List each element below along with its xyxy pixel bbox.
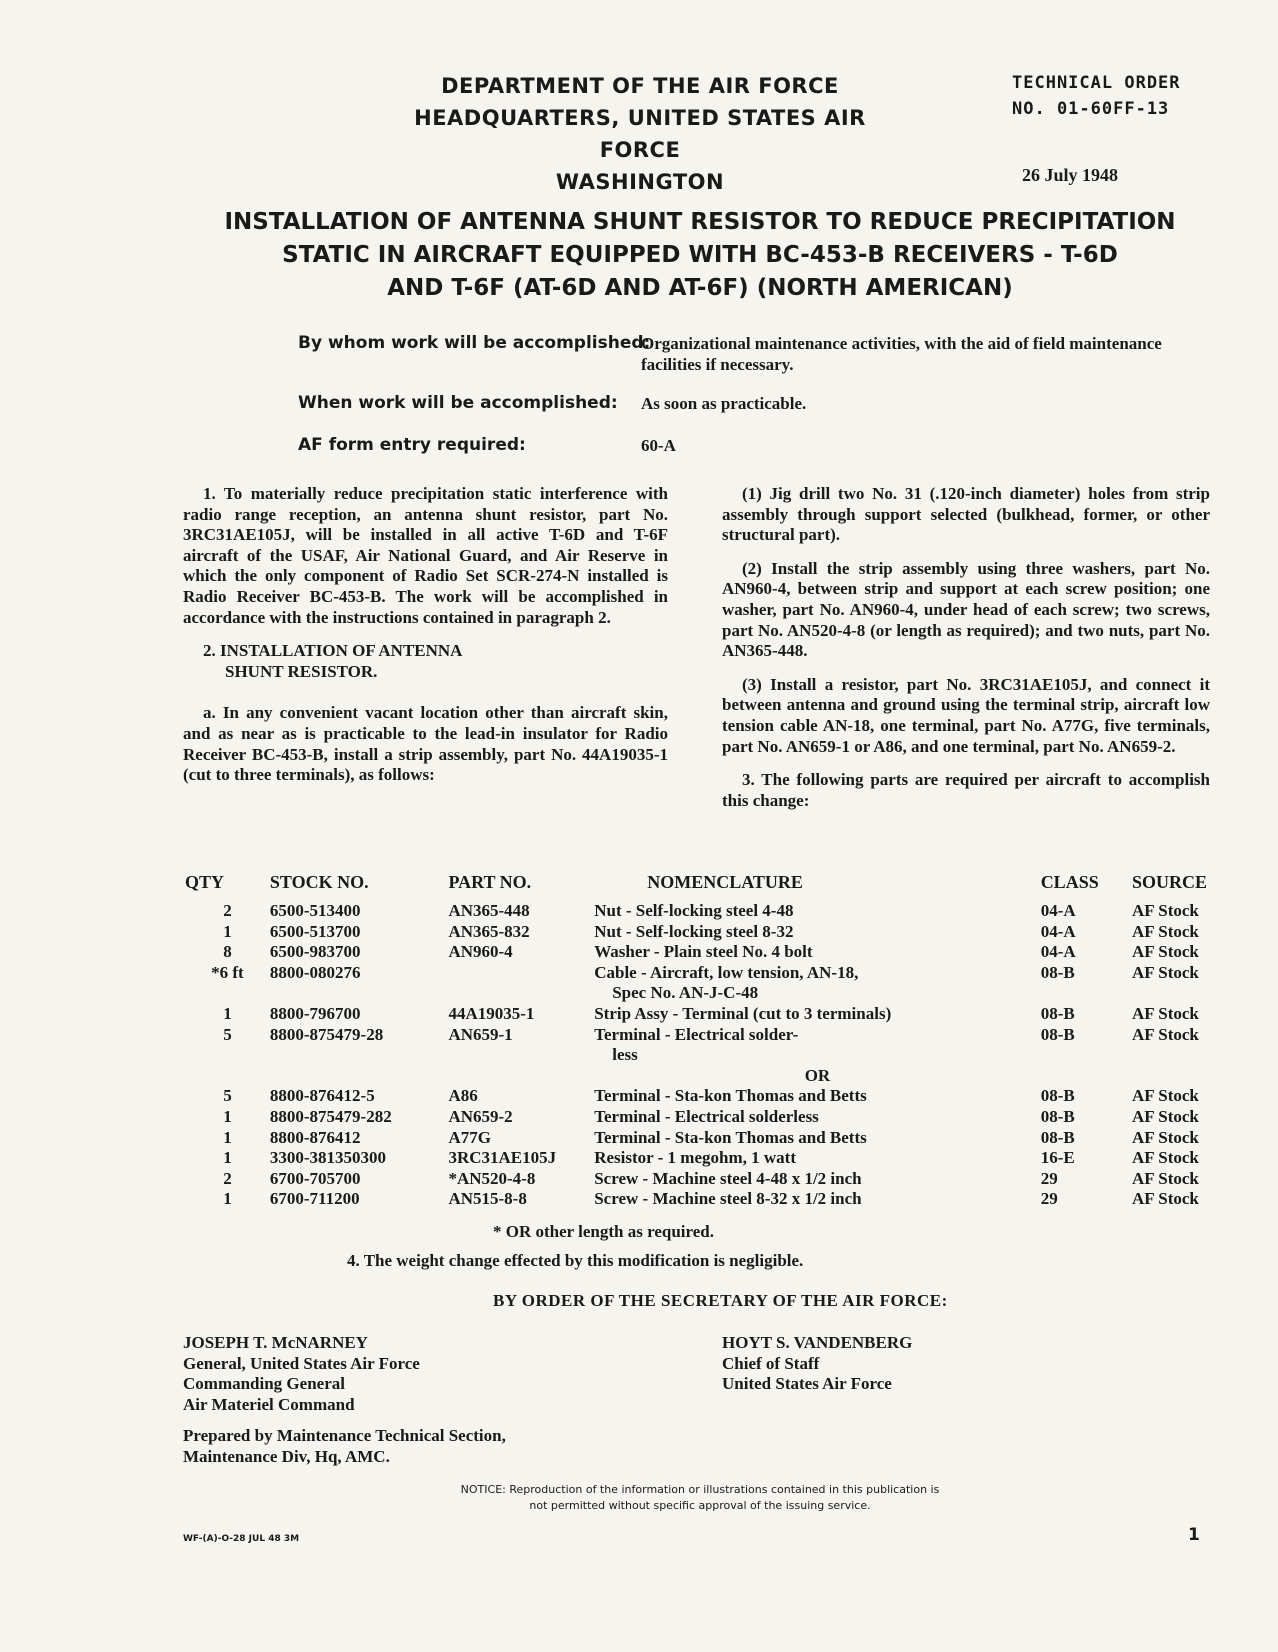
step-1: (1) Jig drill two No. 31 (.120-inch diameter) holes from strip assembly through support selected (bulkhead, former, or other structural part). — [722, 484, 1210, 545]
cell-source: AF Stock — [1131, 1189, 1199, 1209]
cell-source: AF Stock — [1131, 1024, 1199, 1044]
cell-nomenclature: less — [612, 1045, 638, 1065]
order-line: BY ORDER OF THE SECRETARY OF THE AIR FORCE: — [493, 1291, 948, 1310]
header-class: CLASS — [1040, 872, 1099, 892]
header-department: DEPARTMENT OF THE AIR FORCE — [441, 74, 839, 98]
page-number: 1 — [1188, 1525, 1200, 1545]
table-row — [185, 1128, 1225, 1149]
cell-stock-no — [270, 983, 449, 1004]
cell-source — [1132, 983, 1225, 1004]
cell-class: 08-B — [1040, 1127, 1075, 1147]
table-row — [185, 942, 1225, 963]
technical-order-label: TECHNICAL ORDER — [1012, 73, 1181, 93]
cell-part-no: A77G — [448, 1127, 491, 1147]
cell-source: AF Stock — [1131, 1127, 1199, 1147]
cell-class — [1041, 983, 1132, 1004]
cell-stock-no: 8800-875479-28 — [269, 1024, 384, 1044]
signature-right-name: HOYT S. VANDENBERG — [722, 1333, 913, 1352]
cell-source: AF Stock — [1131, 1106, 1199, 1126]
cell-part-no: AN365-448 — [448, 901, 530, 920]
table-row — [185, 922, 1225, 943]
cell-qty: 1 — [223, 1106, 232, 1126]
header-source: SOURCE — [1131, 872, 1207, 892]
cell-source: AF Stock — [1131, 1086, 1199, 1106]
cell-class: 16-E — [1040, 1148, 1075, 1168]
header-part-no: PART NO. — [448, 872, 532, 892]
cell-nomenclature: Screw - Machine steel 4-48 x 1/2 inch — [594, 1168, 862, 1188]
meta-when-value: As soon as practicable. — [641, 394, 807, 413]
cell-nomenclature: Strip Assy - Terminal (cut to 3 terminals) — [594, 1003, 892, 1023]
table-row — [185, 1189, 1225, 1210]
cell-class: 04-A — [1040, 942, 1076, 962]
cell-nomenclature: Terminal - Sta-kon Thomas and Betts — [594, 1086, 867, 1106]
cell-part-no: AN659-1 — [448, 1024, 513, 1044]
meta-who-value: Organizational maintenance activities, with the aid of field maintenance facilities if necessary. — [641, 334, 1162, 374]
cell-qty — [185, 983, 270, 1004]
cell-nomenclature: Nut - Self-locking steel 4-48 — [594, 901, 794, 920]
cell-stock-no: 6500-513700 — [269, 921, 361, 941]
cell-nomenclature: Nut - Self-locking steel 8-32 — [594, 921, 794, 941]
table-row — [185, 1045, 1225, 1066]
prepared-by-line-1: Prepared by Maintenance Technical Section, — [183, 1426, 506, 1445]
table-row — [185, 1025, 1225, 1046]
paragraph-4: 4. The weight change effected by this modification is negligible. — [347, 1251, 804, 1270]
cell-nomenclature: Spec No. AN-J-C-48 — [612, 983, 759, 1003]
cell-stock-no: 8800-080276 — [269, 962, 361, 982]
cell-part-no: *AN520-4-8 — [448, 1168, 536, 1188]
cell-class: 04-A — [1040, 921, 1076, 941]
paragraph-1: 1. To materially reduce precipitation static interference with radio range reception, an antenna shunt resistor, part No. 3RC31AE105J, will be installed in all active T-6D and T-6F aircraft of the USAF, Air National Guard, and Air Reserve in which the only component of Radio Set SCR-274-N installed is Radio Receiver BC-453-B. The work will be accomplished in accordance with the instructions contained in paragraph 2. — [183, 484, 668, 627]
reproduction-notice: NOTICE: Reproduction of the information or illustrations contained in this publication is not permitted without specific approval of the issuing service. — [460, 1483, 940, 1512]
cell-nomenclature: Cable - Aircraft, low tension, AN-18, — [594, 962, 859, 982]
meta-form-label: AF form entry required: — [298, 435, 526, 455]
cell-stock-no: 3300-381350300 — [269, 1148, 387, 1168]
cell-qty: 8 — [223, 942, 232, 962]
cell-part-no: AN960-4 — [448, 942, 513, 962]
paragraph-3: 3. The following parts are required per aircraft to accomplish this change: — [722, 770, 1210, 810]
cell-nomenclature: Terminal - Electrical solderless — [594, 1106, 819, 1126]
cell-class: 08-B — [1040, 962, 1075, 982]
table-row — [185, 963, 1225, 984]
cell-qty: 1 — [223, 921, 232, 941]
signature-left-line-4: Air Materiel Command — [183, 1394, 355, 1414]
signature-left — [183, 1333, 420, 1415]
parts-table — [185, 872, 1225, 1210]
table-row — [185, 1004, 1225, 1025]
prepared-by-line-2: Maintenance Div, Hq, AMC. — [183, 1446, 390, 1466]
cell-nomenclature: Terminal - Electrical solder- — [594, 1024, 799, 1044]
cell-part-no: AN515-8-8 — [448, 1189, 527, 1209]
header-qty: QTY — [185, 872, 225, 892]
signature-left-line-3: Commanding General — [183, 1374, 345, 1394]
title-line-1: INSTALLATION OF ANTENNA SHUNT RESISTOR TO REDUCE PRECIPITATION — [224, 209, 1176, 235]
cell-nomenclature: Screw - Machine steel 8-32 x 1/2 inch — [594, 1189, 862, 1209]
cell-stock-no: 6700-705700 — [269, 1168, 361, 1188]
or-spacer — [185, 1066, 594, 1087]
cell-part-no: 44A19035-1 — [448, 1003, 535, 1023]
cell-class: 04-A — [1040, 901, 1076, 920]
meta-who-label: By whom work will be accomplished: — [298, 333, 651, 353]
signature-left-line-2: General, United States Air Force — [183, 1353, 420, 1373]
cell-qty: 1 — [223, 1148, 232, 1168]
cell-qty: 2 — [223, 901, 232, 920]
cell-stock-no: 6500-983700 — [269, 942, 361, 962]
cell-part-no: 3RC31AE105J — [448, 1148, 557, 1168]
document-title — [200, 206, 1200, 305]
or-spacer-right — [1041, 1066, 1225, 1087]
paragraph-2-heading — [203, 641, 668, 682]
form-number: WF-(A)-O-28 JUL 48 3M — [183, 1534, 300, 1544]
title-line-3: AND T-6F (AT-6D AND AT-6F) (NORTH AMERICAN) — [387, 275, 1013, 301]
cell-nomenclature: Terminal - Sta-kon Thomas and Betts — [594, 1127, 867, 1147]
cell-stock-no: 6700-711200 — [269, 1189, 360, 1209]
signature-right-line-2: Chief of Staff — [722, 1353, 820, 1373]
header-nomenclature: NOMENCLATURE — [647, 872, 803, 892]
cell-part-no — [448, 963, 594, 984]
cell-qty: 1 — [223, 1127, 232, 1147]
cell-source: AF Stock — [1131, 901, 1199, 920]
right-column — [722, 484, 1210, 824]
cell-stock-no: 8800-875479-282 — [269, 1106, 392, 1126]
step-2: (2) Install the strip assembly using three washers, part No. AN960-4, between strip and support at each screw position; one washer, part No. AN960-4, under head of each screw; two screws, part No. AN520-4-8 (or length as required); and two nuts, part No. AN365-448. — [722, 558, 1210, 661]
table-row — [185, 983, 1225, 1004]
parts-table-header — [185, 872, 1225, 901]
cell-qty: 1 — [223, 1003, 232, 1023]
cell-source: AF Stock — [1131, 921, 1199, 941]
or-label: OR — [804, 1065, 831, 1085]
cell-source: AF Stock — [1131, 962, 1199, 982]
paragraph-2-heading-line-1: 2. INSTALLATION OF ANTENNA — [203, 641, 463, 661]
paragraph-2a: a. In any convenient vacant location other than aircraft skin, and as near as is practicable to the lead-in insulator for Radio Receiver BC-453-B, install a strip assembly, part No. 44A19035-1 (cut to three terminals), as follows: — [183, 703, 668, 785]
cell-qty: 5 — [223, 1024, 232, 1044]
technical-order-block — [1012, 70, 1252, 122]
left-column — [183, 484, 668, 799]
cell-part-no: AN659-2 — [448, 1106, 513, 1126]
cell-part-no: AN365-832 — [448, 921, 530, 941]
cell-qty: 1 — [223, 1189, 232, 1209]
cell-nomenclature: Washer - Plain steel No. 4 bolt — [594, 942, 813, 962]
table-row — [185, 901, 1225, 922]
cell-qty: 2 — [223, 1168, 232, 1188]
cell-source: AF Stock — [1131, 1168, 1199, 1188]
cell-nomenclature: Resistor - 1 megohm, 1 watt — [594, 1148, 796, 1168]
cell-stock-no: 6500-513400 — [269, 901, 361, 920]
cell-class — [1041, 1045, 1132, 1066]
header-stock-no: STOCK NO. — [269, 872, 369, 892]
table-row — [185, 1169, 1225, 1190]
signature-left-name: JOSEPH T. McNARNEY — [183, 1333, 368, 1352]
prepared-by — [183, 1426, 506, 1467]
parts-table-body — [185, 901, 1225, 1210]
cell-source — [1132, 1045, 1225, 1066]
cell-stock-no: 8800-796700 — [269, 1003, 361, 1023]
title-line-2: STATIC IN AIRCRAFT EQUIPPED WITH BC-453-B RECEIVERS - T-6D — [282, 242, 1118, 268]
footnote: * OR other length as required. — [493, 1222, 715, 1241]
cell-stock-no: 8800-876412 — [269, 1127, 361, 1147]
cell-class: 08-B — [1040, 1003, 1075, 1023]
issue-date: 26 July 1948 — [1022, 165, 1119, 185]
cell-source: AF Stock — [1131, 1148, 1199, 1168]
signature-right-line-3: United States Air Force — [722, 1374, 892, 1394]
table-or-row — [185, 1066, 1225, 1087]
cell-stock-no: 8800-876412-5 — [269, 1086, 375, 1106]
cell-part-no — [448, 1045, 594, 1066]
cell-qty: *6 ft — [211, 962, 244, 982]
cell-class: 08-B — [1040, 1086, 1075, 1106]
step-3: (3) Install a resistor, part No. 3RC31AE105J, and connect it between antenna and ground using the terminal strip, aircraft low tension cable AN-18, one terminal, part No. A77G, five terminals, part No. AN659-1 or A86, and one terminal, part No. AN659-2. — [722, 674, 1210, 756]
issuing-authority-header — [380, 70, 900, 198]
cell-qty: 5 — [223, 1086, 232, 1106]
cell-source: AF Stock — [1131, 942, 1199, 962]
meta-form-value: 60-A — [641, 436, 676, 455]
meta-when-label: When work will be accomplished: — [298, 393, 618, 413]
table-row — [185, 1086, 1225, 1107]
header-headquarters: HEADQUARTERS, UNITED STATES AIR FORCE — [414, 106, 866, 162]
signature-right — [722, 1333, 912, 1395]
cell-qty — [185, 1045, 270, 1066]
technical-order-number: NO. 01-60FF-13 — [1012, 99, 1170, 119]
cell-part-no: A86 — [448, 1086, 478, 1106]
cell-stock-no — [270, 1045, 449, 1066]
cell-source: AF Stock — [1131, 1003, 1199, 1023]
table-row — [185, 1107, 1225, 1128]
cell-class: 08-B — [1040, 1024, 1075, 1044]
paragraph-2-heading-line-2: SHUNT RESISTOR. — [225, 661, 378, 681]
cell-class: 08-B — [1040, 1106, 1075, 1126]
header-location: WASHINGTON — [555, 170, 725, 194]
cell-class: 29 — [1040, 1168, 1058, 1188]
table-row — [185, 1148, 1225, 1169]
cell-class: 29 — [1040, 1189, 1058, 1209]
cell-part-no — [448, 983, 594, 1004]
